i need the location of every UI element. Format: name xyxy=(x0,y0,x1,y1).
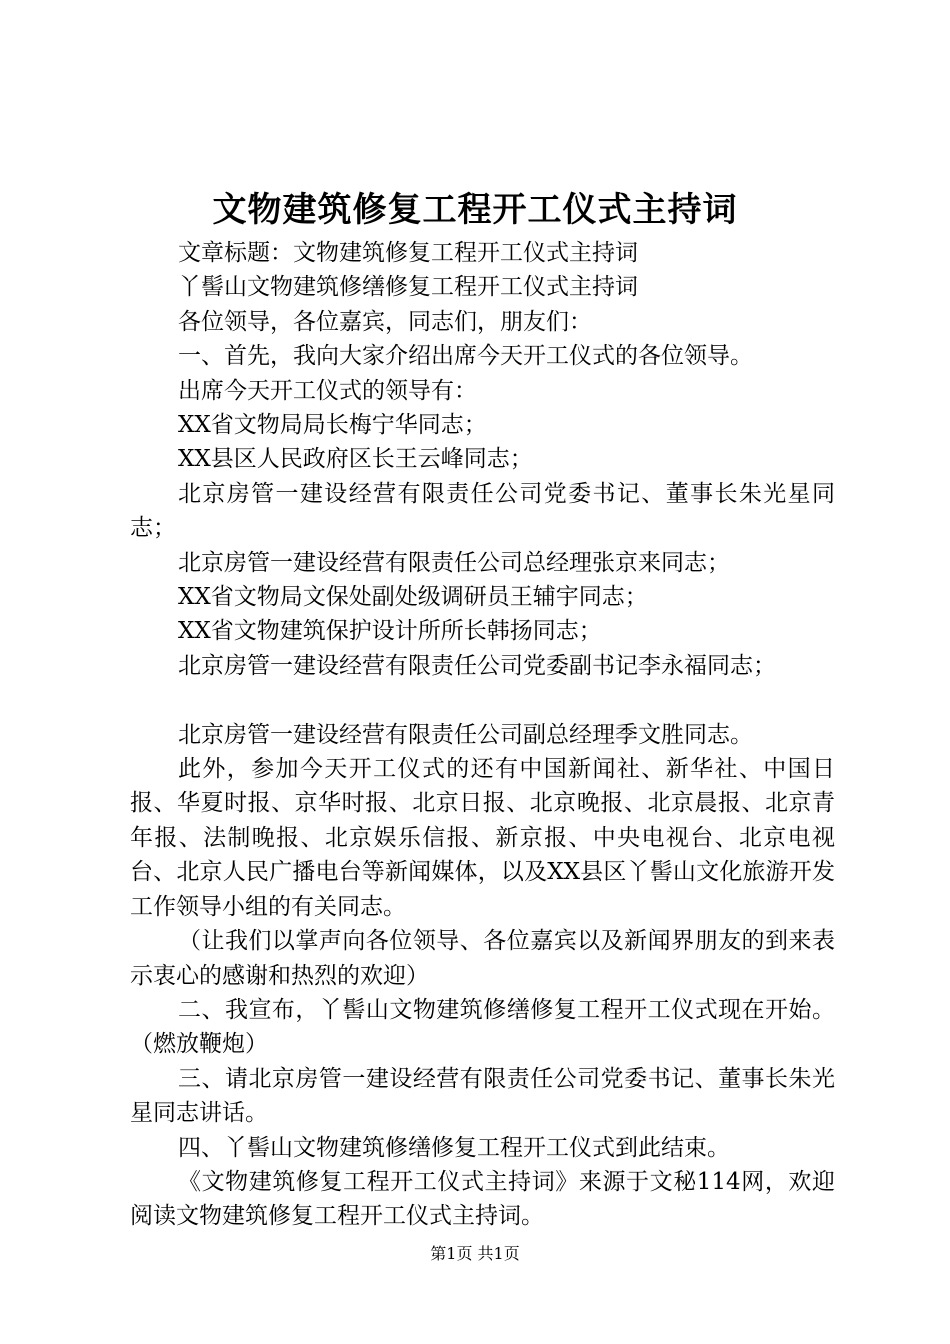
leader-item: XX省文物建筑保护设计所所长韩扬同志； xyxy=(178,618,602,645)
media-paragraph: 此外，参加今天开工仪式的还有中国新闻社、新华社、中国日报、华夏时报、京华时报、北京日报、北京晚报、北京晨报、北京青年报、法制晚报、北京娱乐信报、新京报、中央电视台、北京电视台、北京人民广播电台等新闻媒体，以及XX县区丫髻山文化旅游开发工作领导小组的有关同志。 xyxy=(130,756,835,920)
subtitle-line: 丫髻山文物建筑修缮修复工程开工仪式主持词 xyxy=(178,274,638,301)
leader-item: XX县区人民政府区长王云峰同志； xyxy=(178,446,533,473)
blank-line xyxy=(130,683,835,717)
leader-item: 北京房管一建设经营有限责任公司党委书记、董事长朱光星同志； xyxy=(130,480,835,542)
section-one: 一、首先，我向大家介绍出席今天开工仪式的各位领导。 xyxy=(178,343,753,370)
applause-note: （让我们以掌声向各位领导、各位嘉宾以及新闻界朋友的到来表示衷心的感谢和热烈的欢迎） xyxy=(130,928,835,989)
section-three: 三、请北京房管一建设经营有限责任公司党委书记、董事长朱光星同志讲话。 xyxy=(130,1065,835,1127)
article-title-line: 文章标题：文物建筑修复工程开工仪式主持词 xyxy=(178,240,638,266)
leader-item: XX省文物局文保处副处级调研员王辅宇同志； xyxy=(178,584,648,611)
section-two: 二、我宣布，丫髻山文物建筑修缮修复工程开工仪式现在开始。（燃放鞭炮） xyxy=(130,996,835,1058)
document-body xyxy=(130,236,835,1234)
section-four: 四、丫髻山文物建筑修缮修复工程开工仪式到此结束。 xyxy=(178,1134,730,1161)
page-number: 第1页 共1页 xyxy=(430,1244,520,1263)
leader-item: 北京房管一建设经营有限责任公司总经理张京来同志； xyxy=(178,549,730,576)
leader-item: 北京房管一建设经营有限责任公司副总经理季文胜同志。 xyxy=(178,721,753,748)
document-title: 文物建筑修复工程开工仪式主持词 xyxy=(212,190,738,230)
leader-item: 北京房管一建设经营有限责任公司党委副书记李永福同志； xyxy=(178,652,776,679)
leaders-intro: 出席今天开工仪式的领导有： xyxy=(178,377,477,404)
leader-item: XX省文物局局长梅宁华同志； xyxy=(178,412,487,439)
source-note: 《文物建筑修复工程开工仪式主持词》来源于文秘114网，欢迎阅读文物建筑修复工程开工仪式主持词。 xyxy=(130,1168,835,1230)
greeting: 各位领导，各位嘉宾，同志们，朋友们： xyxy=(178,308,592,335)
